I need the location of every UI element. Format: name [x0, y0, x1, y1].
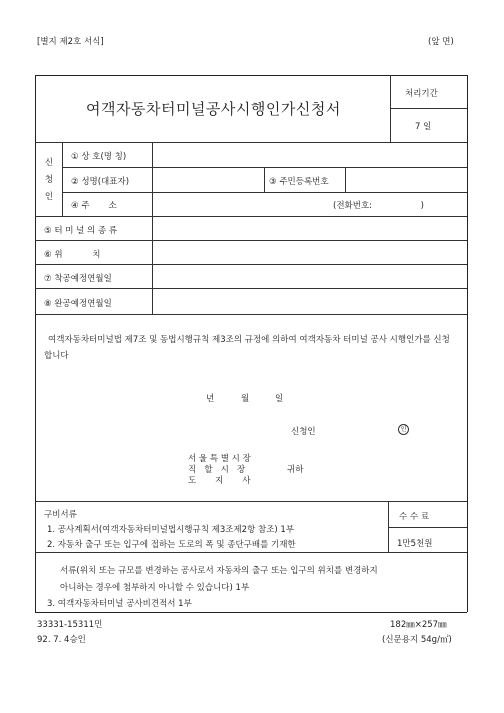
document-item-3: 3. 여객자동차터미널 공사비견적서 1부: [47, 599, 192, 609]
representative-field[interactable]: [155, 171, 261, 189]
addressee-city-mayor: 직 할 시 장: [188, 465, 246, 475]
fee-value: 1만5천원: [397, 539, 433, 549]
form-code: 33331-15311민: [37, 620, 103, 630]
terminal-type-label: ⑤ 터 미 널 의 종 류: [44, 226, 118, 236]
location-label: ⑥ 위 치: [44, 250, 101, 260]
end-date-label: ⑧ 완공예정연월일: [44, 299, 112, 309]
business-name-field[interactable]: [155, 146, 463, 164]
resident-number-label: ③ 주민등록번호: [269, 177, 329, 187]
document-item-2-continued-2: 아니하는 경우에 첨부하지 아니할 수 있습니다) 1부: [60, 583, 250, 593]
processing-period-label: 처리기간: [405, 89, 438, 99]
documents-heading: 구비서류: [44, 510, 77, 520]
signer-label: 신청인: [291, 427, 316, 437]
terminal-type-field[interactable]: [155, 219, 463, 237]
approval-date: 92. 7. 4승인: [37, 635, 86, 645]
seal-mark: 인: [398, 424, 409, 435]
form-title: 여객자동차터미널공사시행인가신청서: [86, 100, 341, 118]
applicant-section-label: 신청인: [44, 158, 54, 202]
resident-number-field[interactable]: [348, 171, 464, 189]
address-field[interactable]: [155, 196, 325, 214]
address-label: ④ 주 소: [71, 201, 117, 211]
page-side-label: (앞 면): [428, 37, 454, 47]
paper-spec: (신문용지 54g/㎡): [382, 635, 452, 645]
paper-size: 182㎜×257㎜: [390, 620, 447, 630]
date-day-label: 일: [275, 394, 284, 404]
date-month-label: 월: [241, 394, 250, 404]
start-date-field[interactable]: [155, 267, 463, 285]
document-item-2: 2. 자동차 출구 또는 입구에 접하는 도로의 폭 및 종단구배를 기재한: [47, 540, 296, 550]
end-date-field[interactable]: [155, 292, 463, 310]
addressee-suffix: 귀하: [287, 465, 304, 475]
document-item-1: 1. 공사계획서(여객자동차터미널법시행규칙 제3조제2항 참조) 1부: [47, 525, 295, 535]
start-date-label: ⑦ 착공예정연월일: [44, 274, 112, 284]
fee-label: 수 수 료: [399, 512, 430, 522]
location-field[interactable]: [155, 243, 463, 261]
business-name-label: ① 상 호(명 칭): [71, 152, 127, 162]
representative-label: ② 성명(대표자): [71, 177, 130, 187]
addressee-governor: 도 지 사: [188, 476, 251, 486]
processing-period-value: 7 일: [415, 122, 432, 132]
phone-label: (전화번호: ): [333, 201, 424, 211]
application-statement: 여객자동차터미널법 제7조 및 동법시행규칙 제3조의 규정에 의하여 여객자동차 터미널 공사 시행인가를 신청합니다: [44, 335, 450, 361]
addressee-seoul-mayor: 서 울 특 별 시 장: [188, 454, 251, 464]
date-year-label: 년: [206, 394, 215, 404]
form-number: [별지 제2호 서식]: [37, 37, 104, 47]
document-item-2-continued-1: 서류(위치 또는 규모를 변경하는 공사로서 자동차의 출구 또는 입구의 위치를 변경하지: [60, 566, 378, 576]
